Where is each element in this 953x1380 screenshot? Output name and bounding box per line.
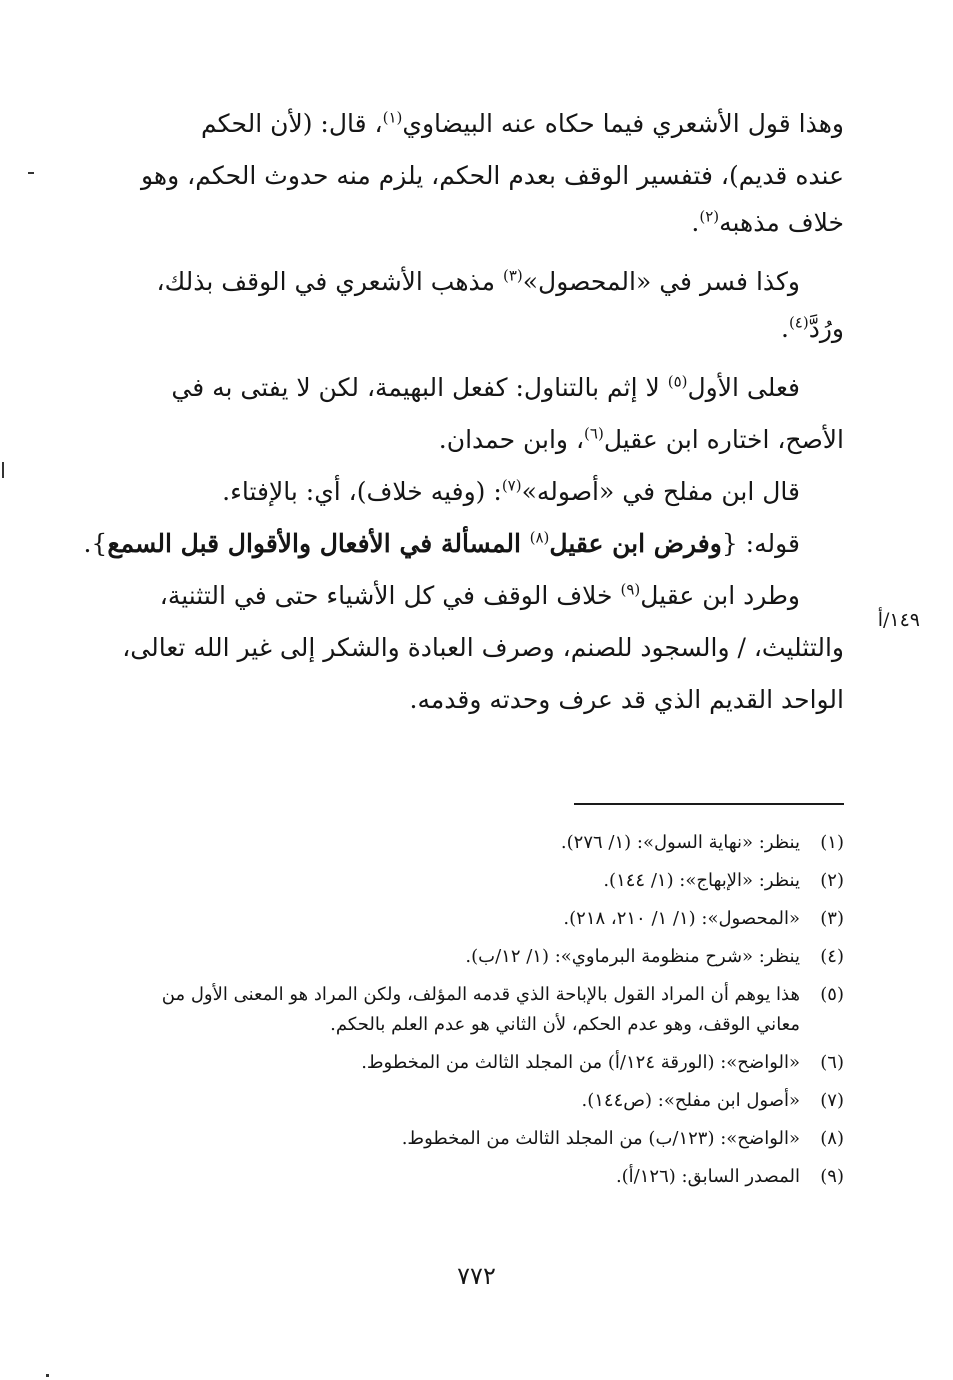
- footnote-text: «الواضح»: (١٢٣/ب) من المجلد الثالث من المخطوط.: [401, 1128, 800, 1149]
- footnote-text: «الواضح»: (الورقة ١٢٤/أ) من المجلد الثالث من المخطوط.: [361, 1052, 800, 1073]
- footnote-4: [138, 942, 844, 972]
- footnote-7: [138, 1086, 844, 1116]
- footnote-5: [138, 980, 844, 1040]
- footnote-ref-7[interactable]: (٧): [501, 476, 522, 495]
- footnote-ref-2[interactable]: (٢): [699, 207, 720, 226]
- footnote-text: «المحصول»: (١/ ١/ ٢١٠، ٢١٨).: [563, 908, 800, 929]
- footnotes: [138, 828, 844, 1200]
- footnote-8: [138, 1124, 844, 1154]
- footnote-1: [138, 828, 844, 858]
- footnote-2: [138, 866, 844, 896]
- footnote-text: المصدر السابق: (١٢٦/أ).: [615, 1166, 800, 1187]
- text-line-2: عنده قديم)، فتفسير الوقف بعدم الحكم، يلزم منه حدوث الحكم، وهو: [141, 161, 844, 190]
- footnote-9: [138, 1162, 844, 1192]
- scan-speck: [2, 462, 4, 478]
- text-line-4: وكذا فسر في «المحصول»$^{(٣)}$ مذهب الأشعري في الوقف بذلك،: [156, 266, 800, 296]
- text-line-9: قوله: {وفرض ابن عقيل$^{(٨)}$ المسألة في الأفعال والأقوال قبل السمع}.: [83, 528, 800, 558]
- manuscript-folio-ref: ١٤٩/أ: [877, 609, 920, 631]
- footnote-number: (٨): [820, 1128, 844, 1149]
- footnote-ref-6[interactable]: (٦): [584, 424, 604, 443]
- text-line-7: الأصح، اختاره ابن عقيل$^{(٦)}$، وابن حمدان.: [438, 424, 844, 454]
- scan-speck: [46, 1374, 49, 1377]
- footnote-number: (٧): [820, 1090, 844, 1111]
- text-line-11: والتثليث، / والسجود للصنم، وصرف العبادة والشكر إلى غير الله تعالى،: [122, 633, 844, 662]
- footnote-3: [138, 904, 844, 934]
- footnote-ref-3[interactable]: (٣): [502, 266, 523, 285]
- footnote-number: (١): [820, 832, 844, 853]
- page-number: ٧٧٢: [457, 1262, 496, 1290]
- footnote-text: هذا يوهم أن المراد القول بالإباحة الذي قدمه المؤلف، ولكن المراد هو المعنى الأول من معاني الوقف، وهو عدم الحكم، لأن الثاني هو عدم العلم بالحكم.: [161, 984, 800, 1035]
- text-line-8: قال ابن مفلح في «أصوله»$^{(٧)}$: (وفيه خلاف)، أي: بالإفتاء.: [222, 476, 800, 506]
- footnote-text: ينظر: «الإبهاج»: (١/ ١٤٤).: [603, 870, 800, 891]
- footnote-number: (٤): [820, 946, 844, 967]
- footnote-ref-5[interactable]: (٥): [667, 372, 688, 391]
- footnote-number: (٢): [820, 870, 844, 891]
- footnote-number: (٥): [820, 984, 844, 1005]
- text-line-6: فعلى الأول$^{(٥)}$ لا إثم بالتناول: كفعل البهيمة، لكن لا يفتى به في: [171, 372, 800, 402]
- footnote-number: (٣): [820, 908, 844, 929]
- text-line-3: خلاف مذهبه$^{(٢)}$.: [691, 207, 844, 237]
- text-line-12: الواحد القديم الذي قد عرف وحدته وقدمه.: [409, 685, 844, 714]
- footnote-number: (٩): [820, 1166, 844, 1187]
- text-line-1: وهذا قول الأشعري فيما حكاه عنه البيضاوي$^{(١)}$، قال: (لأن الحكم: [201, 108, 844, 138]
- footnote-ref-4[interactable]: (٤): [788, 313, 809, 332]
- footnote-ref-8[interactable]: (٨): [529, 528, 550, 547]
- footnote-text: «أصول ابن مفلح»: (ص١٤٤).: [581, 1090, 800, 1111]
- footnote-number: (٦): [820, 1052, 844, 1073]
- footnote-text: ينظر: «شرح منظومة البرماوي»: (١/ ١٢/ب).: [465, 946, 800, 967]
- footnote-6: [138, 1048, 844, 1078]
- scan-speck: [28, 172, 34, 174]
- footnote-text: ينظر: «نهاية السول»: (١/ ٢٧٦).: [560, 832, 800, 853]
- text-line-10: وطرد ابن عقيل$^{(٩)}$ خلاف الوقف في كل الأشياء حتى في التثنية،: [159, 580, 800, 610]
- footnote-separator: [574, 803, 844, 805]
- footnote-ref-1[interactable]: (١): [382, 108, 403, 127]
- footnote-ref-9[interactable]: (٩): [620, 580, 641, 599]
- main-text: [83, 98, 844, 726]
- text-line-5: ورُدَّ$^{(٤)}$.: [780, 313, 844, 343]
